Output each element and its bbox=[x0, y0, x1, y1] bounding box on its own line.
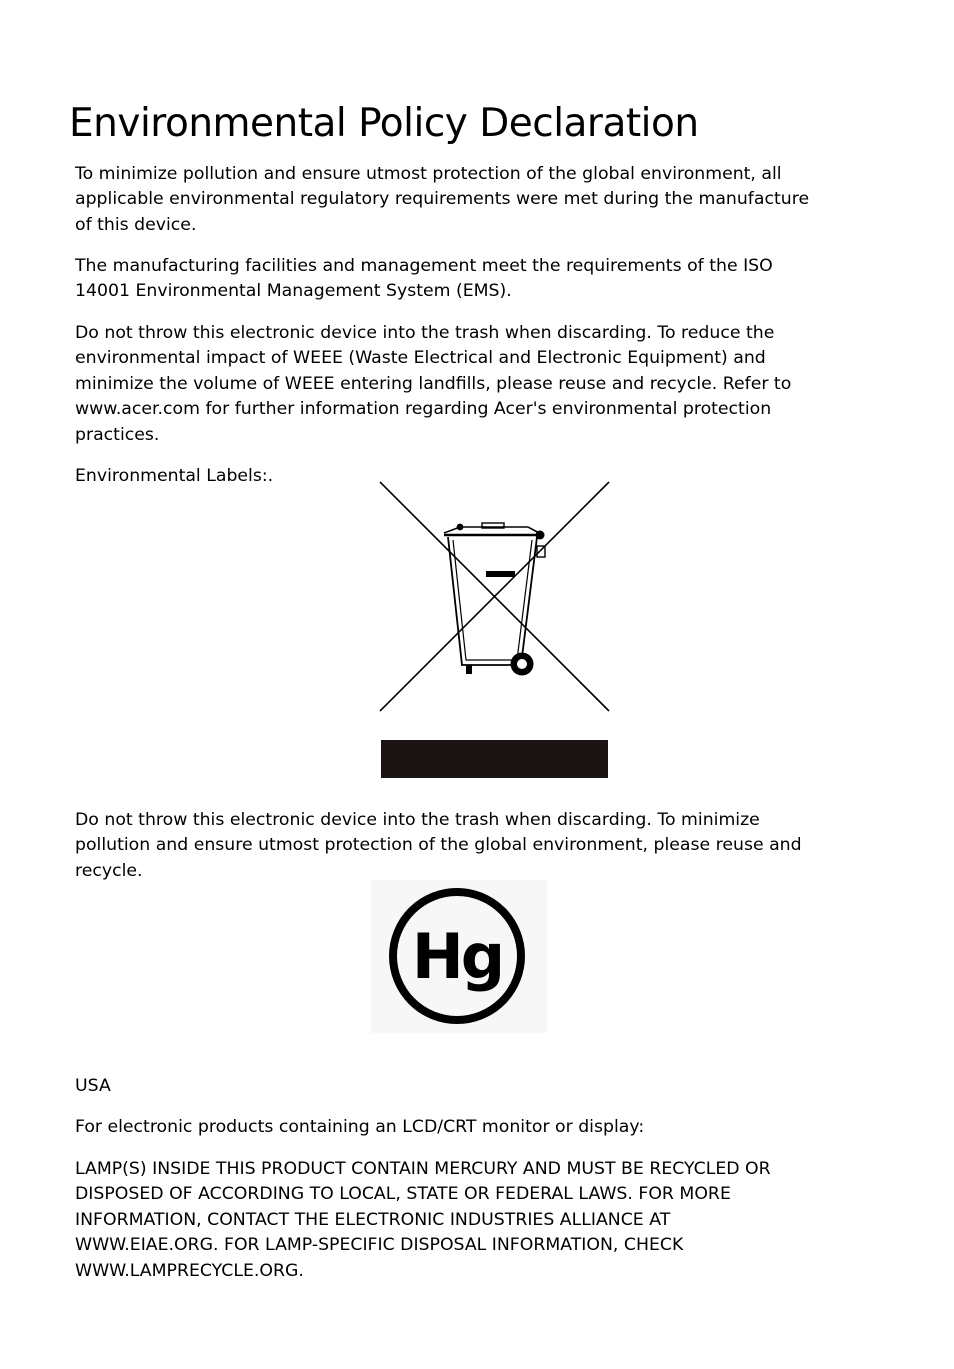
environmental-labels-heading: Environmental Labels:. bbox=[75, 466, 274, 486]
iso-paragraph: The manufacturing facilities and management meet the requirements of the ISO 14001 Environmental Management System (EMS). bbox=[75, 256, 773, 302]
lcd-note-paragraph: For electronic products containing an LCD/CRT monitor or display: bbox=[75, 1117, 645, 1137]
usa-heading: USA bbox=[75, 1076, 111, 1096]
weee-black-bar bbox=[381, 740, 608, 778]
mercury-symbol-text: Hg bbox=[411, 920, 503, 993]
mercury-hg-icon bbox=[371, 880, 547, 1033]
intro-paragraph: To minimize pollution and ensure utmost protection of the global environment, all applicable environmental regulatory requirements were met during the manufacture of this device. bbox=[75, 164, 810, 235]
weee-paragraph: Do not throw this electronic device into the trash when discarding. To reduce the environmental impact of WEEE (Waste Electrical and Electronic Equipment) and minimize the volume of WEEE entering landfills, please reuse and recycle. Refer to www.acer.com for further information regarding Acer's environmental protection practices. bbox=[75, 323, 792, 445]
crossed-out-wheelie-bin-icon bbox=[378, 479, 612, 715]
lamp-warning-paragraph: LAMP(S) INSIDE THIS PRODUCT CONTAIN MERCURY AND MUST BE RECYCLED OR DISPOSED OF ACCORDING TO LOCAL, STATE OR FEDERAL LAWS. FOR MORE INFORMATION, CONTACT THE ELECTRONIC INDUSTRIES ALLIANCE AT WWW.EIAE.ORG. FOR LAMP-SPECIFIC DISPOSAL INFORMATION, CHECK WWW.LAMPRECYCLE.ORG. bbox=[75, 1159, 771, 1281]
recycle-note-paragraph: Do not throw this electronic device into the trash when discarding. To minimize pollution and ensure utmost protection of the global environment, please reuse and recycle. bbox=[75, 810, 802, 881]
page-title: Environmental Policy Declaration bbox=[69, 101, 699, 146]
